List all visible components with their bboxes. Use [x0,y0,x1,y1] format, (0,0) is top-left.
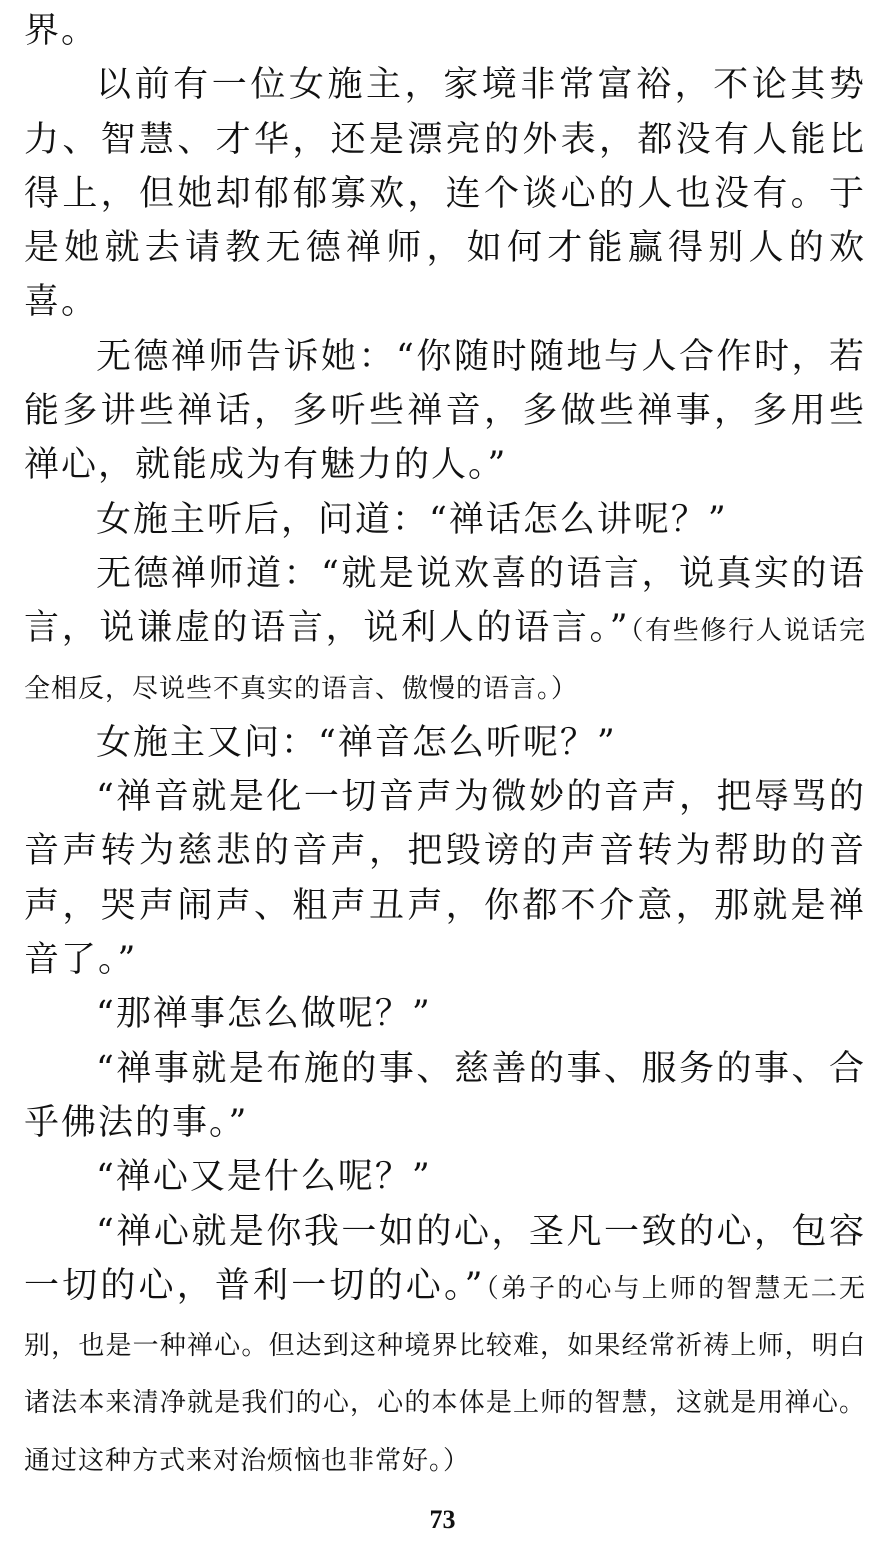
paragraph [24,58,866,329]
page-number: 73 [429,1505,456,1534]
body-text [24,4,866,1488]
commentary-note: （有些修行人说话完全相反，尽说些不真实的语言、傲慢的语言。） [24,616,866,704]
paragraph-text: “禅音就是化一切音声为微妙的音声，把辱骂的音声转为慈悲的音声，把毁谤的声音转为帮助的音声，哭声闹声、粗声丑声，你都不介意，那就是禅音了。” [24,777,866,981]
paragraph-text: 界。 [24,11,99,51]
paragraph-text: 无德禅师道：“就是说欢喜的语言，说真实的语言，说谦虚的语言，说利人的语言。” [24,553,866,649]
paragraph-text: 以前有一位女施主，家境非常富裕，不论其势力、智慧、才华，还是漂亮的外表，都没有人能比得上，但她却郁郁寡欢，连个谈心的人也没有。于是她就去请教无德禅师，如何才能赢得别人的欢喜。 [24,65,866,323]
paragraph [24,987,866,1041]
commentary-note: （弟子的心与上师的智慧无二无别，也是一种禅心。但达到这种境界比较难，如果经常祈祷上师，明白诸法本来清净就是我们的心，心的本体是上师的智慧，这就是用禅心。通过这种方式来对治烦恼也非常好。） [24,1273,866,1476]
paragraph [24,1205,866,1488]
paragraph [24,1150,866,1204]
paragraph [24,330,866,493]
paragraph [24,1042,866,1151]
paragraph-text: 无德禅师告诉她：“你随时随地与人合作时，若能多讲些禅话，多听些禅音，多做些禅事，多用些禅心，就能成为有魅力的人。” [24,336,866,486]
paragraph-text: 女施主听后，问道：“禅话怎么讲呢？” [96,499,728,540]
paragraph-text: “禅心就是你我一如的心，圣凡一致的心，包容一切的心，普利一切的心。” [24,1211,866,1306]
paragraph [24,716,866,770]
paragraph-text: 女施主又问：“禅音怎么听呢？” [96,722,617,763]
paragraph [24,493,866,547]
paragraph-text: “那禅事怎么做呢？” [96,994,432,1035]
paragraph [24,770,866,987]
paragraph-text: “禅事就是布施的事、慈善的事、服务的事、合乎佛法的事。” [24,1048,866,1143]
paragraph-text: “禅心又是什么呢？” [96,1157,432,1198]
paragraph-continuation [24,4,866,58]
paragraph [24,547,866,716]
